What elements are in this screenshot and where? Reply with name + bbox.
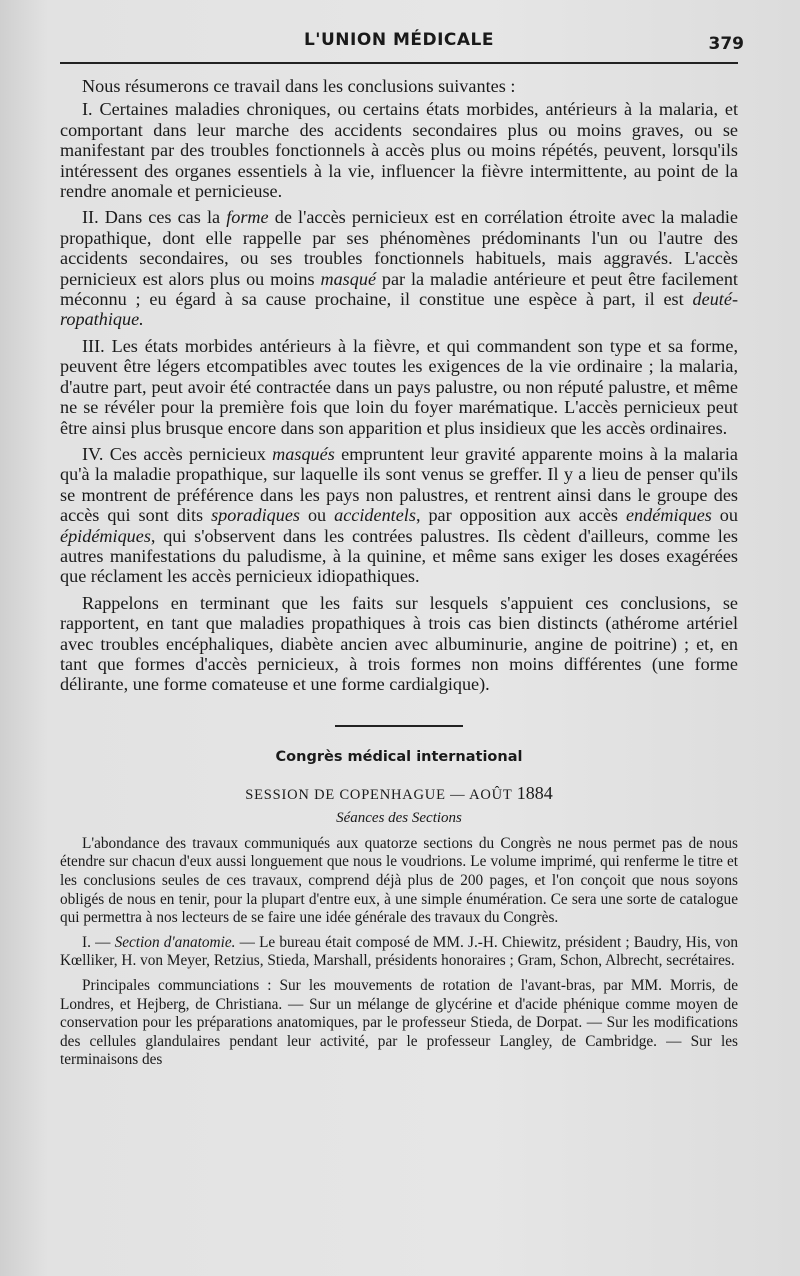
conclusion-2-text-c: de l'accès pernicieux est en corrélation étroite avec la maladie propathique, dont elle rappelle par ses phénomènes prédominants l'un ou l'autre des accidents secondaires, ou ses troubles fonctionnels habituels, mais aggravés. L'accès pernicieux est alors plus ou moins [60,207,738,289]
conclusion-4-text-k: , qui s'observent dans les contrées palustres. Ils cèdent d'ailleurs, comme les autres manifestations du paludisme, à la quinine, et même sans exiger les doses exagérées que réclament les accès pernicieux idiopathiques. [60,525,738,587]
conclusion-4-emphasis-masques: masqués [272,443,335,464]
session-heading [60,783,738,804]
conclusion-3: III. Les états morbides antérieurs à la fièvre, et qui commandent son type et sa forme, peuvent être légers etcompatibles avec toutes les exigences de la vie ordinaire ; la malaria, d'autre part, peut avoir été contractée dans un pays palustre, ou non réputé palustre, et même ne se révéler pour la première fois que loin du foyer marématique. L'accès pernicieux peut être ainsi plus brusque encore dans son apparition et plus insidieux que les accès ordinaires. [60,335,738,438]
conclusion-2-text-e: par la maladie antérieure et peut être facilement méconnu ; eu égard à sa cause prochaine, il constitue une espèce à part, il est [60,268,738,310]
anatomy-section-bureau: — Le bureau était composé de MM. J.-H. Chiewitz, président ; Baudry, His, von Kœlliker, H. von Meyer, Retzius, Stieda, Marshall, présidents honoraires ; Gram, Schon, Albrecht, secrétaires. [60,933,738,970]
article-body [60,76,738,695]
conclusion-4-emphasis-accidentels: accidentels [334,505,416,526]
running-title: L'UNION MÉDICALE [303,30,495,50]
congress-intro-paragraph: L'abondance des travaux communiqués aux quatorze sections du Congrès ne nous permet pas de nous étendre sur chacun d'eux aussi longuement que nous le voudrions. Le volume imprimé, qui renferme le titre et les conclusions seules de ces travaux, comprend déjà plus de 200 pages, et l'on conçoit que nous soyons obligés de nous en tenir, pour la plupart d'entre eux, à une simple énumération. Ce sera une sorte de catalogue qui permettra à nos lecteurs de se faire une idée générale des travaux du Congrès. [60,834,738,927]
closing-paragraph: Rappelons en terminant que les faits sur lesquels s'appuient ces conclusions, se rapportent, en tant que maladies propathiques à trois cas bien distincts (athérome artériel avec troubles encéphaliques, diabète ancien avec albuminurie, angine de poitrine) ; et, en tant que formes d'accès pernicieux, à trois formes non moins différentes (une forme délirante, une forme comateuse et une forme cardialgique). [60,592,738,695]
congress-heading: Congrès médical international [275,748,523,765]
conclusion-2-emphasis-deuteropathique: deutéropathique. [60,289,738,330]
conclusion-2-text-a: II. Dans ces cas la [82,207,227,228]
anatomy-section-title: Section d'anatomie. [114,933,236,951]
session-label: SESSION DE COPENHAGUE — AOÛT [245,786,513,803]
conclusion-2 [60,207,738,329]
conclusion-4-text-i: ou [711,505,738,526]
conclusion-4-emphasis-endemiques: endémiques [625,505,712,526]
conclusion-4-text-c: empruntent leur gravité apparente moins à la malaria qu'à la maladie propathique, sur laquelle ils sont venus se greffer. Il y a lieu de penser qu'ils se montrent de préférence dans les pays non palustres, et rentrent ainsi dans le groupe des accès qui sont dits [60,443,738,526]
session-year: 1884 [516,782,553,803]
conclusion-2-emphasis-forme: forme [226,207,269,228]
conclusion-1: I. Certaines maladies chroniques, ou certains états morbides, antérieurs à la malaria, et comportant dans leur marche des accidents secondaires plus ou moins graves, ou se manifestant par des troubles fonctionnels à accès plus ou moins répétés, peuvent, lorsqu'ils intéressent des organes essentiels à la vie, influencer la fièvre intermittente, au point de la rendre anomale et pernicieuse. [60,99,738,202]
congress-report [60,835,738,1070]
conclusion-4-text-g: , par opposition aux accès [415,505,626,526]
conclusion-4-emphasis-epidemiques: épidémiques [60,525,151,546]
anatomy-section-number: I. — [82,933,115,951]
conclusion-4-text-a: IV. Ces accès pernicieux [82,443,273,464]
conclusion-4 [60,444,738,587]
conclusion-2-emphasis-masque: masqué [320,268,377,289]
anatomy-section-paragraph [60,934,738,971]
communications-paragraph: Principales communciations : Sur les mouvements de rotation de l'avant-bras, par MM. Morris, de Londres, et Hejberg, de Christiana. — Sur un mélange de glycérine et d'acide phénique comme moyen de conservation pour les préparations anatomiques, par le professeur Stieda, de Dorpat. — Sur les modifications des cellules glandulaires pendant leur activité, par le professeur Langley, de Cambridge. — Sur les terminaisons des [60,976,738,1069]
section-divider [335,725,463,727]
sections-subheading: Séances des Sections [336,809,462,826]
page-header [60,0,744,64]
intro-paragraph: Nous résumerons ce travail dans les conclusions suivantes : [82,76,516,96]
page-number: 379 [708,34,744,54]
conclusion-4-emphasis-sporadiques: sporadiques [211,505,300,526]
conclusion-4-text-e: ou [300,505,335,526]
